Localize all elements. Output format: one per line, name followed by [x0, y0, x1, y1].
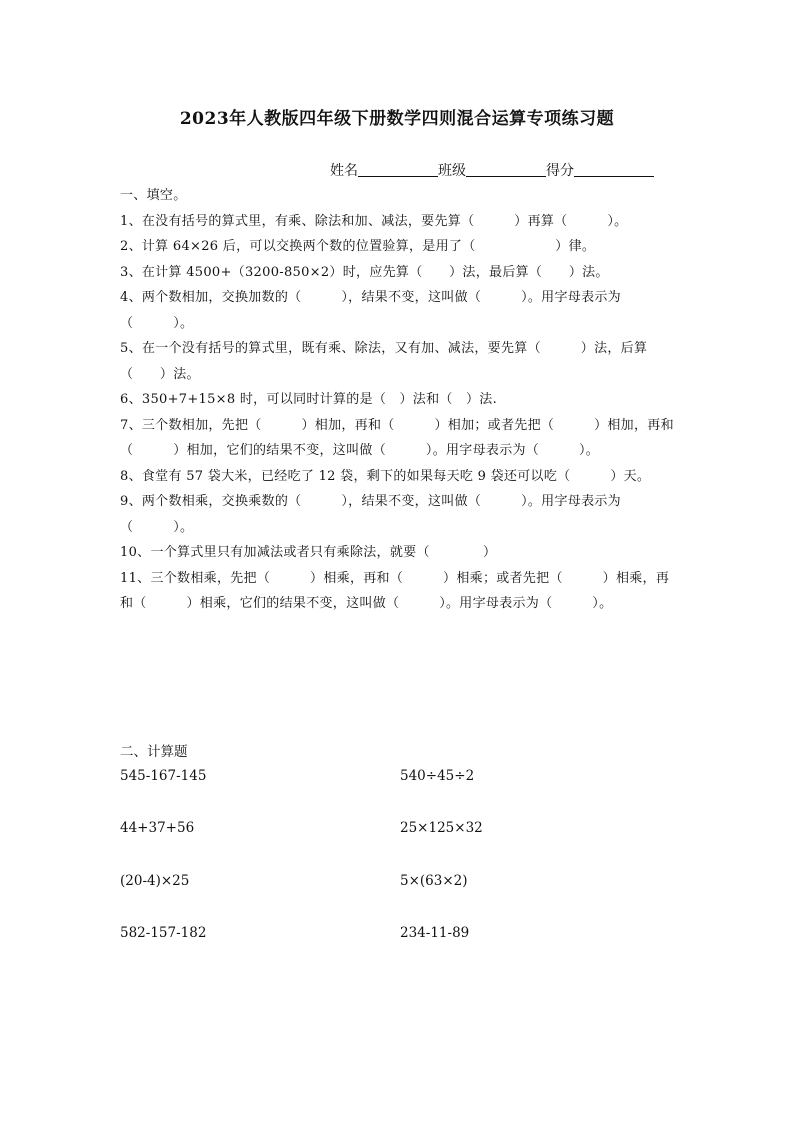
- calc-item: 5×(63×2): [400, 873, 468, 889]
- name-label: 姓名: [330, 163, 358, 179]
- section-heading: 一、填空。: [120, 188, 187, 203]
- question-7: 7、三个数相加，先把（ ）相加，再和（ ）相加；或者先把（ ）相加，再和（ ）相加，它们的结果不变，这叫做（ ）。用字母表示为（ ）。: [120, 417, 674, 458]
- question-9: 9、两个数相乘，交换乘数的（ ），结果不变，这叫做（ ）。用字母表示为（ ）。: [120, 494, 621, 535]
- student-info-line: [330, 160, 654, 180]
- question-1: 1、在没有括号的算式里，有乘、除法和加、减法，要先算（ ）再算（ ）。: [120, 213, 628, 229]
- fill-in-section: [120, 183, 680, 617]
- question-8: 8、食堂有 57 袋大米，已经吃了 12 袋，剩下的如果每天吃 9 袋还可以吃（ ）天。: [120, 468, 651, 484]
- calc-section-heading: 二、计算题: [120, 744, 188, 760]
- page-title: 2023年人教版四年级下册数学四则混合运算专项练习题: [179, 109, 615, 129]
- calc-item: (20-4)×25: [120, 873, 190, 889]
- question-10: 10、一个算式里只有加减法或者只有乘除法，就要（ ）: [120, 545, 497, 560]
- calc-item: 540÷45÷2: [400, 768, 475, 784]
- calc-item: 44+37+56: [120, 820, 195, 836]
- question-11: 11、三个数相乘，先把（ ）相乘，再和（ ）相乘；或者先把（ ）相乘，再和（ ）相乘，它们的结果不变，这叫做（ ）。用字母表示为（ ）。: [120, 570, 670, 611]
- question-5: 5、在一个没有括号的算式里，既有乘、除法，又有加、减法，要先算（ ）法，后算（ ）法。: [120, 341, 648, 382]
- question-3: 3、在计算 4500+（3200-850×2）时，应先算（ ）法，最后算（ ）法。: [120, 264, 609, 280]
- calc-item: 234-11-89: [400, 925, 470, 941]
- question-2: 2、计算 64×26 后，可以交换两个数的位置验算，是用了（ ）律。: [120, 239, 596, 254]
- calc-item: 545-167-145: [120, 768, 207, 784]
- score-blank[interactable]: [574, 162, 654, 177]
- class-label: 班级: [438, 163, 466, 179]
- question-4: 4、两个数相加，交换加数的（ ），结果不变，这叫做（ ）。用字母表示为（ ）。: [120, 290, 621, 331]
- question-6: 6、350+7+15×8 时，可以同时计算的是（ ）法和（ ）法.: [120, 392, 498, 407]
- calc-item: 582-157-182: [120, 925, 207, 941]
- name-blank[interactable]: [358, 162, 438, 177]
- class-blank[interactable]: [466, 162, 546, 177]
- calc-item: 25×125×32: [400, 820, 483, 836]
- score-label: 得分: [546, 163, 574, 179]
